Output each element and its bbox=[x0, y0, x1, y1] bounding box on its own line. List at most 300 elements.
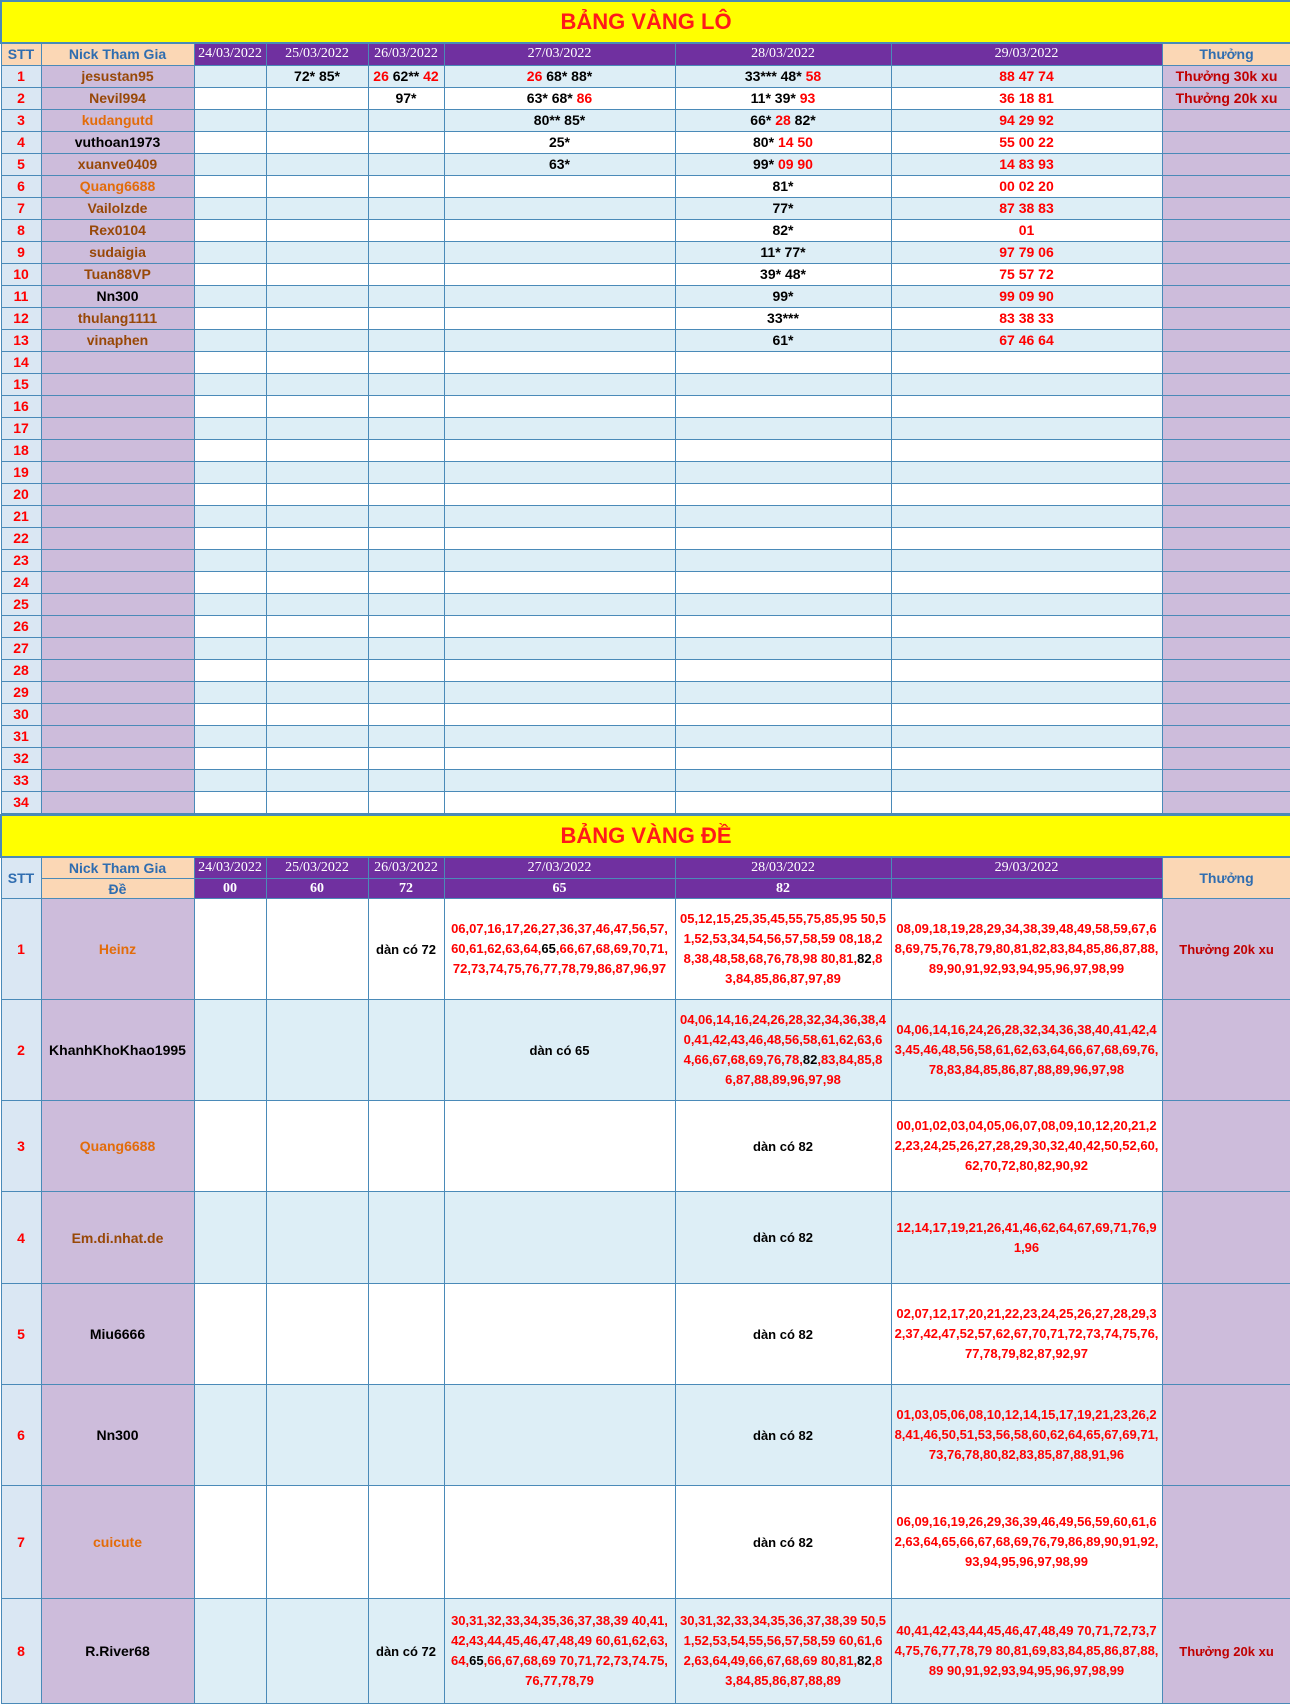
table-row bbox=[1, 769, 1290, 791]
result-segment: 55 00 22 bbox=[999, 134, 1054, 150]
result-cell bbox=[891, 307, 1162, 329]
prize-cell bbox=[1162, 285, 1290, 307]
number-highlight: 82 bbox=[857, 1653, 872, 1668]
prize-cell bbox=[1162, 131, 1290, 153]
nick-name: vinaphen bbox=[41, 329, 194, 351]
result-cell bbox=[444, 747, 675, 769]
result-cell bbox=[194, 681, 266, 703]
result-cell bbox=[368, 703, 444, 725]
de-result: 00 bbox=[194, 879, 266, 899]
result-cell bbox=[891, 571, 1162, 593]
row-stt: 13 bbox=[1, 329, 41, 351]
result-cell bbox=[444, 329, 675, 351]
result-cell bbox=[891, 197, 1162, 219]
result-segment: 01 bbox=[1018, 222, 1035, 238]
de-cell bbox=[444, 899, 675, 1000]
de-cell bbox=[368, 899, 444, 1000]
result-cell bbox=[891, 505, 1162, 527]
result-cell bbox=[194, 549, 266, 571]
number-list: ,83,84,85,86,87,97,89 bbox=[725, 951, 883, 986]
result-cell bbox=[891, 681, 1162, 703]
result-cell bbox=[368, 131, 444, 153]
table-row bbox=[1, 329, 1290, 351]
table-row bbox=[1, 439, 1290, 461]
result-cell bbox=[194, 725, 266, 747]
result-cell bbox=[194, 417, 266, 439]
row-stt: 27 bbox=[1, 637, 41, 659]
de-header-date: 25/03/2022 bbox=[266, 857, 368, 879]
row-stt: 8 bbox=[1, 1599, 41, 1704]
nick-name: sudaigia bbox=[41, 241, 194, 263]
result-cell bbox=[444, 571, 675, 593]
result-cell bbox=[444, 659, 675, 681]
result-cell bbox=[194, 109, 266, 131]
number-list: ,83,84,85,86,87,88,89 bbox=[725, 1653, 883, 1688]
result-cell bbox=[675, 197, 891, 219]
result-cell bbox=[266, 461, 368, 483]
lo-table bbox=[0, 0, 1290, 814]
result-cell bbox=[368, 681, 444, 703]
result-segment: 82* bbox=[772, 222, 794, 238]
nick-name: Quang6688 bbox=[41, 175, 194, 197]
result-cell bbox=[266, 329, 368, 351]
table-row bbox=[1, 1599, 1290, 1704]
number-list: 00,01,02,03,04,05,06,07,08,09,10,12,20,21,22,23,24,25,26,27,28,29,30,32,40,42,50,52,60,62,70,72,80,82,90,92 bbox=[894, 1118, 1159, 1173]
result-cell bbox=[444, 175, 675, 197]
number-list: 04,06,14,16,24,26,28,32,34,36,38,40,41,42,43,45,46,48,56,58,61,62,63,64,66,67,68,69,76,78,83,84,85,86,87,88,89,96,97,98 bbox=[894, 1022, 1159, 1077]
result-cell bbox=[675, 351, 891, 373]
result-cell bbox=[266, 395, 368, 417]
nick-name: Heinz bbox=[41, 899, 194, 1000]
de-cell bbox=[675, 1385, 891, 1486]
result-cell bbox=[194, 461, 266, 483]
result-cell bbox=[675, 615, 891, 637]
de-result bbox=[891, 879, 1162, 899]
result-cell bbox=[891, 747, 1162, 769]
result-cell bbox=[266, 747, 368, 769]
de-cell bbox=[444, 1486, 675, 1599]
result-cell bbox=[368, 791, 444, 813]
row-stt: 33 bbox=[1, 769, 41, 791]
table-row bbox=[1, 1284, 1290, 1385]
result-cell bbox=[675, 307, 891, 329]
result-cell bbox=[891, 769, 1162, 791]
de-header-stt: STT bbox=[1, 857, 41, 899]
result-cell bbox=[675, 791, 891, 813]
nick-name bbox=[41, 659, 194, 681]
row-stt: 5 bbox=[1, 153, 41, 175]
number-list: 40,41,42,43,44,45,46,47,48,49 70,71,72,73,74,75,76,77,78,79 80,81,69,83,84,85,86,87,88,89 90,91,92,93,94,95,96,97,98,99 bbox=[894, 1623, 1159, 1678]
result-cell bbox=[675, 703, 891, 725]
result-segment: 26 bbox=[373, 68, 389, 84]
result-cell bbox=[266, 175, 368, 197]
table-row bbox=[1, 1000, 1290, 1101]
nick-name bbox=[41, 637, 194, 659]
result-segment: 11* 77* bbox=[760, 244, 806, 260]
nick-name: Nn300 bbox=[41, 285, 194, 307]
result-segment: 97 79 06 bbox=[999, 244, 1054, 260]
number-highlight: 82 bbox=[802, 1052, 818, 1067]
result-cell bbox=[368, 87, 444, 109]
de-cell bbox=[675, 1192, 891, 1284]
prize-cell bbox=[1162, 461, 1290, 483]
de-cell bbox=[675, 1284, 891, 1385]
result-cell bbox=[891, 351, 1162, 373]
table-row bbox=[1, 527, 1290, 549]
result-segment: 83 38 33 bbox=[999, 310, 1054, 326]
result-segment: 87 38 83 bbox=[999, 200, 1054, 216]
result-cell bbox=[266, 153, 368, 175]
de-cell bbox=[675, 1000, 891, 1101]
de-cell bbox=[194, 1486, 266, 1599]
result-cell bbox=[444, 505, 675, 527]
de-cell bbox=[266, 899, 368, 1000]
result-cell bbox=[194, 87, 266, 109]
result-segment: 80* bbox=[753, 134, 778, 150]
result-cell bbox=[891, 285, 1162, 307]
de-cell bbox=[675, 1486, 891, 1599]
result-cell bbox=[194, 505, 266, 527]
result-cell bbox=[444, 65, 675, 87]
result-cell bbox=[675, 637, 891, 659]
de-header-nick: Nick Tham Gia bbox=[41, 857, 194, 879]
result-cell bbox=[368, 373, 444, 395]
prize-cell bbox=[1162, 527, 1290, 549]
nick-name bbox=[41, 483, 194, 505]
row-stt: 4 bbox=[1, 131, 41, 153]
result-segment: 97* bbox=[395, 90, 417, 106]
de-cell bbox=[444, 1000, 675, 1101]
result-segment: 72* 85* bbox=[294, 68, 340, 84]
lo-header-date: 24/03/2022 bbox=[194, 43, 266, 65]
nick-name: thulang1111 bbox=[41, 307, 194, 329]
nick-name bbox=[41, 593, 194, 615]
prize-cell bbox=[1162, 351, 1290, 373]
prize-cell bbox=[1162, 703, 1290, 725]
result-cell bbox=[444, 461, 675, 483]
nick-name bbox=[41, 703, 194, 725]
de-title: BẢNG VÀNG ĐỀ bbox=[1, 815, 1290, 857]
result-segment: 00 02 20 bbox=[999, 178, 1054, 194]
number-list: 08,09,18,19,28,29,34,38,39,48,49,58,59,67,68,69,75,76,78,79,80,81,82,83,84,85,86,87,88,89,90,91,92,93,94,95,96,97,98,99 bbox=[894, 921, 1159, 976]
row-stt: 1 bbox=[1, 65, 41, 87]
row-stt: 21 bbox=[1, 505, 41, 527]
result-cell bbox=[266, 109, 368, 131]
number-list: 05,12,15,25,35,45,55,75,85,95 50,51,52,53,34,54,56,57,58,59 08,18,28,38,48,58,68,76,78,98 80,81, bbox=[679, 911, 887, 966]
result-cell bbox=[194, 131, 266, 153]
prize-cell bbox=[1162, 1000, 1290, 1101]
result-cell bbox=[675, 549, 891, 571]
result-segment: 26 bbox=[526, 68, 543, 84]
prize-cell bbox=[1162, 725, 1290, 747]
result-segment: 25* bbox=[548, 134, 571, 150]
nick-name bbox=[41, 395, 194, 417]
prize-cell: Thưởng 20k xu bbox=[1162, 899, 1290, 1000]
result-cell bbox=[266, 681, 368, 703]
result-segment: 99* bbox=[772, 288, 794, 304]
result-cell bbox=[891, 263, 1162, 285]
result-segment: 93 bbox=[799, 90, 816, 106]
de-result: 82 bbox=[675, 879, 891, 899]
nick-name bbox=[41, 461, 194, 483]
prize-cell bbox=[1162, 571, 1290, 593]
dan-label: dàn có 72 bbox=[376, 941, 436, 957]
result-cell bbox=[194, 483, 266, 505]
de-header-date: 24/03/2022 bbox=[194, 857, 266, 879]
result-segment: 86 bbox=[576, 90, 593, 106]
result-cell bbox=[444, 549, 675, 571]
table-row bbox=[1, 1486, 1290, 1599]
result-cell bbox=[194, 153, 266, 175]
result-cell bbox=[266, 549, 368, 571]
result-cell bbox=[194, 373, 266, 395]
de-cell bbox=[891, 1486, 1162, 1599]
result-cell bbox=[194, 175, 266, 197]
lo-header-date: 25/03/2022 bbox=[266, 43, 368, 65]
result-cell bbox=[368, 263, 444, 285]
row-stt: 11 bbox=[1, 285, 41, 307]
table-row bbox=[1, 659, 1290, 681]
de-cell bbox=[444, 1599, 675, 1704]
result-cell bbox=[675, 175, 891, 197]
row-stt: 7 bbox=[1, 1486, 41, 1599]
result-cell bbox=[444, 769, 675, 791]
number-list: 12,14,17,19,21,26,41,46,62,64,67,69,71,76,91,96 bbox=[896, 1219, 1157, 1255]
result-segment: 11* 39* bbox=[750, 90, 800, 106]
number-list: ,66,67,68,69,70,71,72,73,74,75,76,77,78,79,86,87,96,97 bbox=[452, 941, 668, 976]
result-segment: 58 bbox=[805, 68, 822, 84]
table-row bbox=[1, 725, 1290, 747]
result-cell bbox=[194, 703, 266, 725]
result-cell bbox=[675, 439, 891, 461]
nick-name bbox=[41, 505, 194, 527]
number-list: 01,03,05,06,08,10,12,14,15,17,19,21,23,26,28,41,46,50,51,53,56,58,60,62,64,65,67,69,71,73,76,78,80,82,83,85,87,88,91,96 bbox=[894, 1407, 1159, 1462]
result-cell bbox=[266, 351, 368, 373]
prize-cell bbox=[1162, 175, 1290, 197]
result-cell bbox=[444, 593, 675, 615]
table-row bbox=[1, 681, 1290, 703]
result-cell bbox=[675, 659, 891, 681]
result-cell bbox=[266, 659, 368, 681]
table-row bbox=[1, 505, 1290, 527]
nick-name: Vailolzde bbox=[41, 197, 194, 219]
result-segment: 33*** 48* bbox=[744, 68, 806, 84]
table-row bbox=[1, 109, 1290, 131]
result-cell bbox=[368, 747, 444, 769]
nick-name: Miu6666 bbox=[41, 1284, 194, 1385]
dan-label: dàn có 82 bbox=[753, 1138, 813, 1154]
result-cell bbox=[675, 505, 891, 527]
result-cell bbox=[675, 461, 891, 483]
nick-name bbox=[41, 417, 194, 439]
de-cell bbox=[891, 899, 1162, 1000]
result-segment: 14 50 bbox=[777, 134, 813, 150]
table-row bbox=[1, 307, 1290, 329]
table-row bbox=[1, 549, 1290, 571]
result-cell bbox=[266, 791, 368, 813]
result-cell bbox=[266, 725, 368, 747]
prize-cell bbox=[1162, 373, 1290, 395]
prize-cell bbox=[1162, 1192, 1290, 1284]
number-list: 30,31,32,33,34,35,36,37,38,39 40,41,42,43,44,45,46,47,48,49 60,61,62,63,64, bbox=[451, 1613, 668, 1668]
result-cell bbox=[675, 65, 891, 87]
de-cell bbox=[444, 1284, 675, 1385]
de-cell bbox=[266, 1599, 368, 1704]
number-list: 06,09,16,19,26,29,36,39,46,49,56,59,60,61,62,63,64,65,66,67,68,69,76,79,86,89,90,91,92,93,94,95,96,97,98,99 bbox=[894, 1514, 1159, 1569]
de-cell bbox=[194, 1385, 266, 1486]
prize-cell bbox=[1162, 593, 1290, 615]
de-cell bbox=[194, 1101, 266, 1192]
row-stt: 22 bbox=[1, 527, 41, 549]
nick-name bbox=[41, 725, 194, 747]
result-cell bbox=[266, 219, 368, 241]
lo-header-nick: Nick Tham Gia bbox=[41, 43, 194, 65]
row-stt: 20 bbox=[1, 483, 41, 505]
de-cell bbox=[675, 899, 891, 1000]
result-cell bbox=[194, 769, 266, 791]
nick-name bbox=[41, 549, 194, 571]
number-list: 06,07,16,17,26,27,36,37,46,47,56,57,60,61,62,63,64, bbox=[451, 921, 668, 956]
result-cell bbox=[194, 659, 266, 681]
row-stt: 12 bbox=[1, 307, 41, 329]
de-cell bbox=[444, 1101, 675, 1192]
result-cell bbox=[891, 791, 1162, 813]
result-cell bbox=[891, 417, 1162, 439]
result-cell bbox=[368, 65, 444, 87]
de-cell bbox=[891, 1000, 1162, 1101]
row-stt: 7 bbox=[1, 197, 41, 219]
result-cell bbox=[368, 307, 444, 329]
row-stt: 23 bbox=[1, 549, 41, 571]
result-cell bbox=[675, 483, 891, 505]
result-cell bbox=[368, 351, 444, 373]
table-row bbox=[1, 285, 1290, 307]
result-cell bbox=[444, 417, 675, 439]
result-cell bbox=[194, 637, 266, 659]
result-segment: 80** 85* bbox=[533, 112, 586, 128]
row-stt: 34 bbox=[1, 791, 41, 813]
row-stt: 24 bbox=[1, 571, 41, 593]
row-stt: 26 bbox=[1, 615, 41, 637]
de-cell bbox=[194, 1192, 266, 1284]
result-cell bbox=[194, 527, 266, 549]
nick-name: Em.di.nhat.de bbox=[41, 1192, 194, 1284]
result-cell bbox=[675, 285, 891, 307]
de-cell bbox=[194, 1284, 266, 1385]
table-row bbox=[1, 351, 1290, 373]
row-stt: 28 bbox=[1, 659, 41, 681]
result-cell bbox=[891, 131, 1162, 153]
row-stt: 17 bbox=[1, 417, 41, 439]
result-cell bbox=[194, 285, 266, 307]
number-list: 04,06,14,16,24,26,28,32,34,36,38,40,41,42,43,46,48,56,58,61,62,63,64,66,67,68,69,76,78, bbox=[679, 1012, 887, 1067]
result-cell bbox=[368, 571, 444, 593]
result-cell bbox=[891, 329, 1162, 351]
row-stt: 3 bbox=[1, 109, 41, 131]
result-cell bbox=[444, 615, 675, 637]
row-stt: 32 bbox=[1, 747, 41, 769]
nick-name: kudangutd bbox=[41, 109, 194, 131]
row-stt: 5 bbox=[1, 1284, 41, 1385]
result-cell bbox=[891, 483, 1162, 505]
nick-name bbox=[41, 747, 194, 769]
result-cell bbox=[194, 307, 266, 329]
result-cell bbox=[891, 175, 1162, 197]
result-cell bbox=[266, 571, 368, 593]
prize-cell bbox=[1162, 417, 1290, 439]
prize-cell bbox=[1162, 329, 1290, 351]
table-row bbox=[1, 593, 1290, 615]
lo-header-date: 27/03/2022 bbox=[444, 43, 675, 65]
lo-title: BẢNG VÀNG LÔ bbox=[1, 1, 1290, 43]
result-cell bbox=[194, 791, 266, 813]
row-stt: 18 bbox=[1, 439, 41, 461]
result-cell bbox=[444, 395, 675, 417]
result-cell bbox=[368, 659, 444, 681]
result-cell bbox=[444, 219, 675, 241]
number-list: 02,07,12,17,20,21,22,23,24,25,26,27,28,29,32,37,42,47,52,57,62,67,70,71,72,73,74,75,76,77,78,79,82,87,92,97 bbox=[894, 1306, 1159, 1361]
nick-name: cuicute bbox=[41, 1486, 194, 1599]
nick-name: Rex0104 bbox=[41, 219, 194, 241]
result-cell bbox=[368, 439, 444, 461]
result-cell bbox=[194, 65, 266, 87]
result-cell bbox=[368, 505, 444, 527]
de-cell bbox=[368, 1599, 444, 1704]
result-cell bbox=[444, 131, 675, 153]
dan-label: dàn có 82 bbox=[753, 1427, 813, 1443]
result-cell bbox=[444, 637, 675, 659]
result-cell bbox=[266, 703, 368, 725]
lo-header-date: 29/03/2022 bbox=[891, 43, 1162, 65]
result-cell bbox=[368, 417, 444, 439]
de-cell bbox=[368, 1385, 444, 1486]
table-row bbox=[1, 65, 1290, 87]
number-highlight: 82 bbox=[857, 951, 872, 966]
row-stt: 6 bbox=[1, 175, 41, 197]
result-cell bbox=[675, 241, 891, 263]
lo-header-date: 28/03/2022 bbox=[675, 43, 891, 65]
result-segment: 82* bbox=[790, 112, 816, 128]
result-cell bbox=[194, 571, 266, 593]
result-cell bbox=[266, 131, 368, 153]
result-cell bbox=[444, 307, 675, 329]
prize-cell bbox=[1162, 109, 1290, 131]
result-segment: 66* bbox=[750, 112, 776, 128]
de-header-de: Đề bbox=[41, 879, 194, 899]
de-cell bbox=[368, 1192, 444, 1284]
result-cell bbox=[444, 263, 675, 285]
de-header-date: 29/03/2022 bbox=[891, 857, 1162, 879]
dan-label: dàn có 82 bbox=[753, 1534, 813, 1550]
nick-name bbox=[41, 373, 194, 395]
result-cell bbox=[891, 659, 1162, 681]
de-cell bbox=[444, 1192, 675, 1284]
result-segment: 62** bbox=[388, 68, 424, 84]
row-stt: 9 bbox=[1, 241, 41, 263]
result-segment: 94 29 92 bbox=[999, 112, 1054, 128]
prize-cell bbox=[1162, 747, 1290, 769]
result-cell bbox=[444, 87, 675, 109]
result-cell bbox=[444, 681, 675, 703]
result-cell bbox=[891, 703, 1162, 725]
result-cell bbox=[194, 263, 266, 285]
result-cell bbox=[444, 725, 675, 747]
result-segment: 99 09 90 bbox=[999, 288, 1054, 304]
dan-label: dàn có 82 bbox=[753, 1230, 813, 1245]
result-cell bbox=[368, 527, 444, 549]
prize-cell bbox=[1162, 681, 1290, 703]
nick-name bbox=[41, 681, 194, 703]
